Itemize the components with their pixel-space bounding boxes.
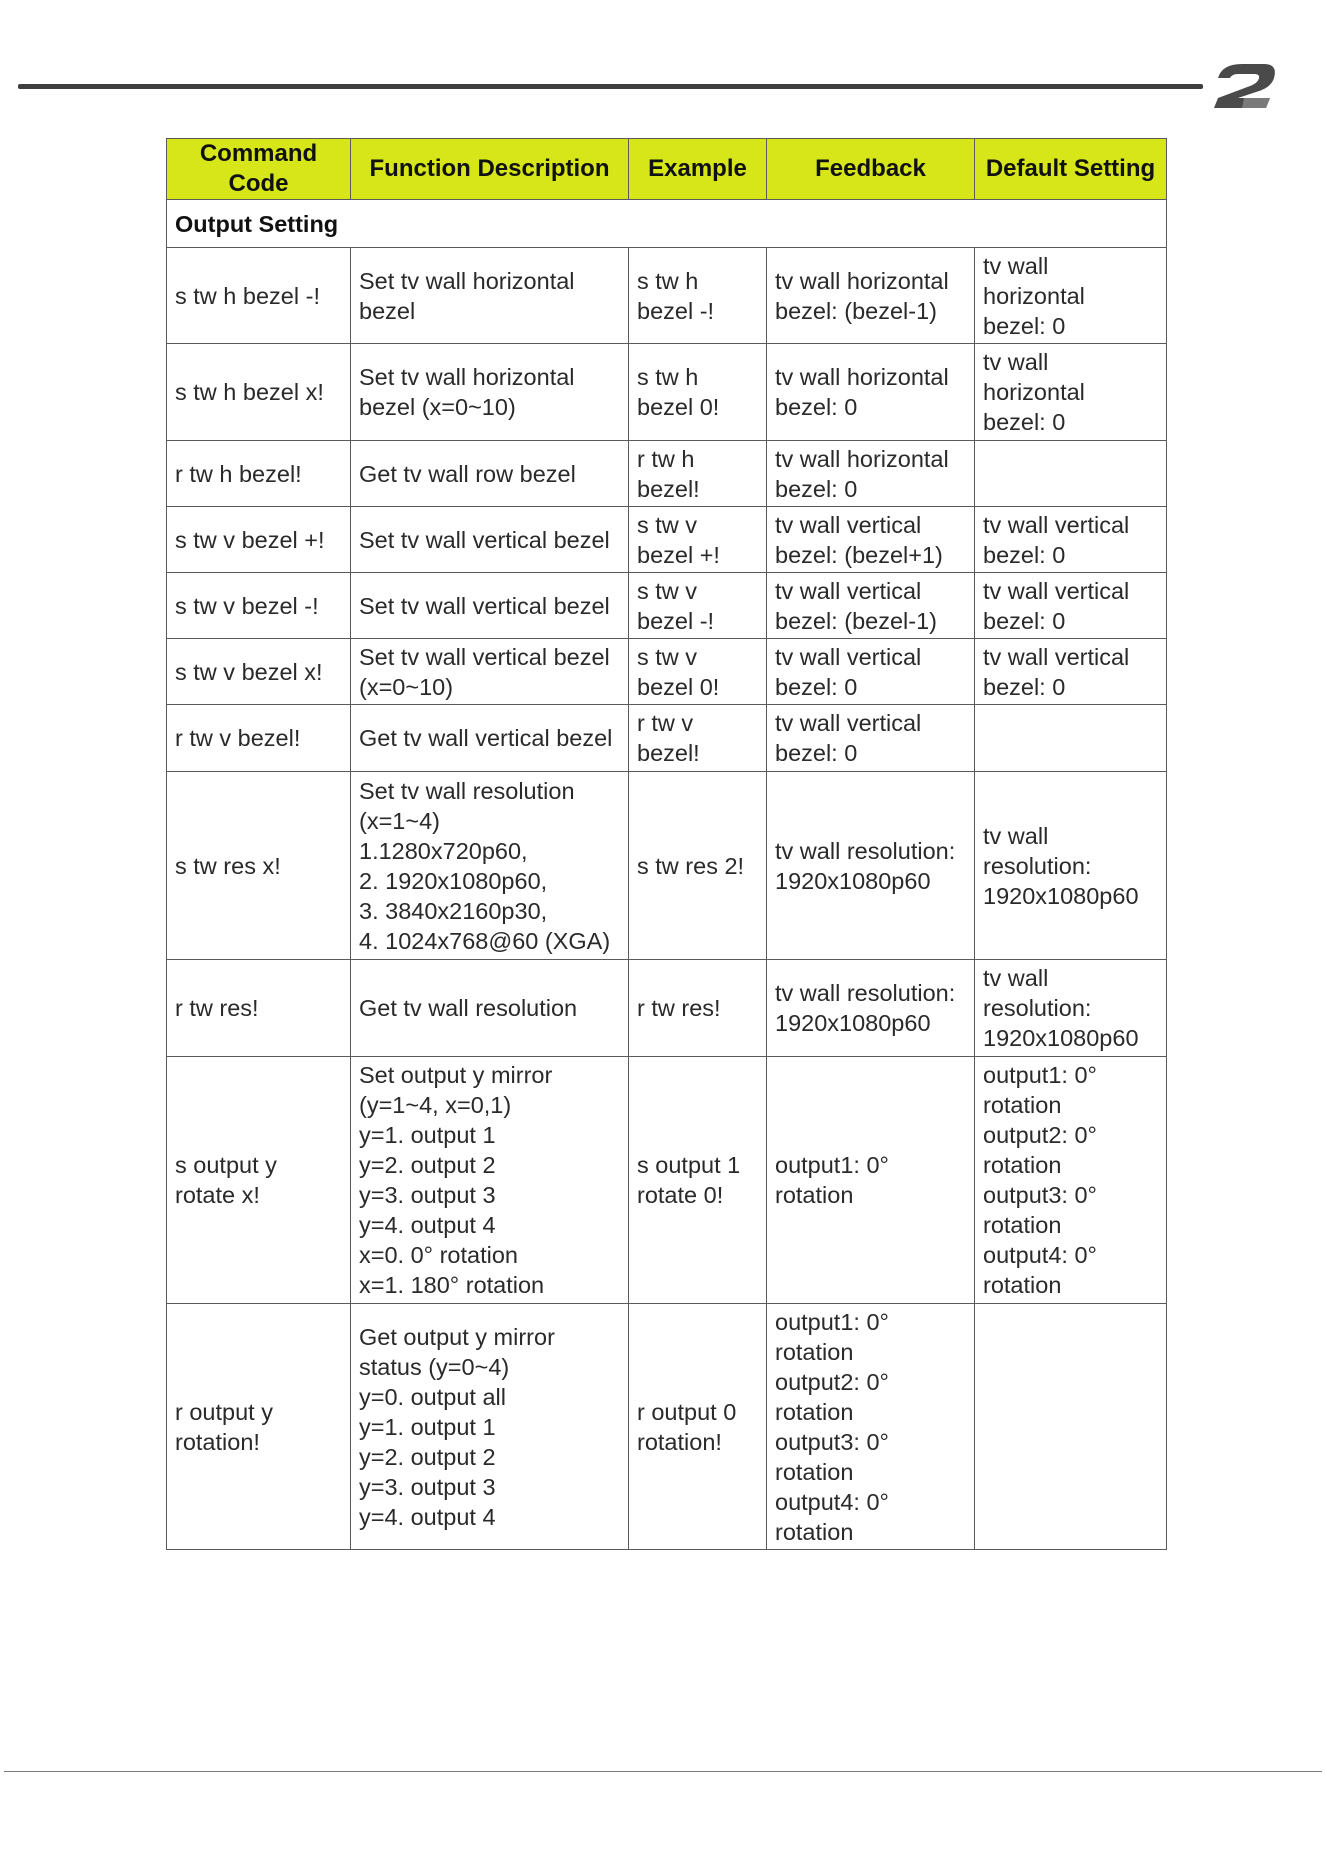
description-cell: Get tv wall vertical bezel xyxy=(351,705,629,772)
feedback-cell: tv wall horizontal bezel: 0 xyxy=(767,441,975,507)
default-cell: tv wall vertical bezel: 0 xyxy=(975,507,1167,573)
command-code-cell: s tw v bezel x! xyxy=(167,639,351,705)
feedback-cell: tv wall vertical bezel: 0 xyxy=(767,639,975,705)
command-code-cell: s output y rotate x! xyxy=(167,1057,351,1304)
table-row xyxy=(167,639,1167,705)
description-cell: Get output y mirror status (y=0~4) y=0. output all y=1. output 1 y=2. output 2 y=3. output 3 y=4. output 4 xyxy=(351,1304,629,1550)
example-cell: r output 0 rotation! xyxy=(629,1304,767,1550)
feedback-cell: tv wall horizontal bezel: (bezel-1) xyxy=(767,248,975,344)
command-code-cell: r tw res! xyxy=(167,960,351,1057)
example-cell: r tw h bezel! xyxy=(629,441,767,507)
footer-rule xyxy=(4,1771,1322,1772)
header-command-code: Command Code xyxy=(167,139,351,200)
description-cell: Set tv wall horizontal bezel xyxy=(351,248,629,344)
command-code-cell: s tw res x! xyxy=(167,772,351,960)
table-header-row xyxy=(167,139,1167,200)
example-cell: s tw h bezel -! xyxy=(629,248,767,344)
header-example: Example xyxy=(629,139,767,200)
table-row xyxy=(167,573,1167,639)
example-cell: r tw res! xyxy=(629,960,767,1057)
default-cell: tv wall resolution: 1920x1080p60 xyxy=(975,960,1167,1057)
description-cell: Set output y mirror (y=1~4, x=0,1) y=1. output 1 y=2. output 2 y=3. output 3 y=4. output 4 x=0. 0° rotation x=1. 180° rotation xyxy=(351,1057,629,1304)
default-cell: tv wall horizontal bezel: 0 xyxy=(975,344,1167,441)
default-cell xyxy=(975,441,1167,507)
brand-logo-icon xyxy=(1204,56,1284,116)
example-cell: s tw v bezel 0! xyxy=(629,639,767,705)
example-cell: r tw v bezel! xyxy=(629,705,767,772)
default-cell: tv wall resolution: 1920x1080p60 xyxy=(975,772,1167,960)
description-cell: Set tv wall resolution (x=1~4) 1.1280x720p60, 2. 1920x1080p60, 3. 3840x2160p30, 4. 1024x768@60 (XGA) xyxy=(351,772,629,960)
example-cell: s output 1 rotate 0! xyxy=(629,1057,767,1304)
description-cell: Set tv wall vertical bezel (x=0~10) xyxy=(351,639,629,705)
header-default-setting: Default Setting xyxy=(975,139,1167,200)
default-cell: output1: 0° rotation output2: 0° rotation output3: 0° rotation output4: 0° rotation xyxy=(975,1057,1167,1304)
table-row xyxy=(167,960,1167,1057)
default-cell xyxy=(975,705,1167,772)
table-row xyxy=(167,772,1167,960)
command-code-cell: r tw h bezel! xyxy=(167,441,351,507)
description-cell: Set tv wall horizontal bezel (x=0~10) xyxy=(351,344,629,441)
description-cell: Get tv wall row bezel xyxy=(351,441,629,507)
command-code-cell: s tw h bezel x! xyxy=(167,344,351,441)
feedback-cell: tv wall vertical bezel: 0 xyxy=(767,705,975,772)
default-cell: tv wall vertical bezel: 0 xyxy=(975,573,1167,639)
feedback-cell: tv wall vertical bezel: (bezel+1) xyxy=(767,507,975,573)
description-cell: Set tv wall vertical bezel xyxy=(351,507,629,573)
description-cell: Get tv wall resolution xyxy=(351,960,629,1057)
example-cell: s tw v bezel +! xyxy=(629,507,767,573)
example-cell: s tw v bezel -! xyxy=(629,573,767,639)
feedback-cell: output1: 0° rotation output2: 0° rotation output3: 0° rotation output4: 0° rotation xyxy=(767,1304,975,1550)
feedback-cell: tv wall horizontal bezel: 0 xyxy=(767,344,975,441)
table-row xyxy=(167,344,1167,441)
example-cell: s tw h bezel 0! xyxy=(629,344,767,441)
table-row xyxy=(167,507,1167,573)
section-title: Output Setting xyxy=(167,200,1167,248)
command-code-cell: r output y rotation! xyxy=(167,1304,351,1550)
default-cell xyxy=(975,1304,1167,1550)
description-cell: Set tv wall vertical bezel xyxy=(351,573,629,639)
feedback-cell: output1: 0° rotation xyxy=(767,1057,975,1304)
command-code-cell: s tw v bezel -! xyxy=(167,573,351,639)
table-row xyxy=(167,705,1167,772)
command-code-cell: r tw v bezel! xyxy=(167,705,351,772)
table-row xyxy=(167,1057,1167,1304)
feedback-cell: tv wall resolution: 1920x1080p60 xyxy=(767,772,975,960)
feedback-cell: tv wall vertical bezel: (bezel-1) xyxy=(767,573,975,639)
header-rule xyxy=(18,84,1203,89)
default-cell: tv wall vertical bezel: 0 xyxy=(975,639,1167,705)
table-row xyxy=(167,1304,1167,1550)
example-cell: s tw res 2! xyxy=(629,772,767,960)
table-row xyxy=(167,248,1167,344)
header-function-description: Function Description xyxy=(351,139,629,200)
table-row xyxy=(167,441,1167,507)
command-code-cell: s tw h bezel -! xyxy=(167,248,351,344)
feedback-cell: tv wall resolution: 1920x1080p60 xyxy=(767,960,975,1057)
section-row xyxy=(167,200,1167,248)
header-feedback: Feedback xyxy=(767,139,975,200)
command-code-cell: s tw v bezel +! xyxy=(167,507,351,573)
default-cell: tv wall horizontal bezel: 0 xyxy=(975,248,1167,344)
command-table xyxy=(166,138,1167,1550)
